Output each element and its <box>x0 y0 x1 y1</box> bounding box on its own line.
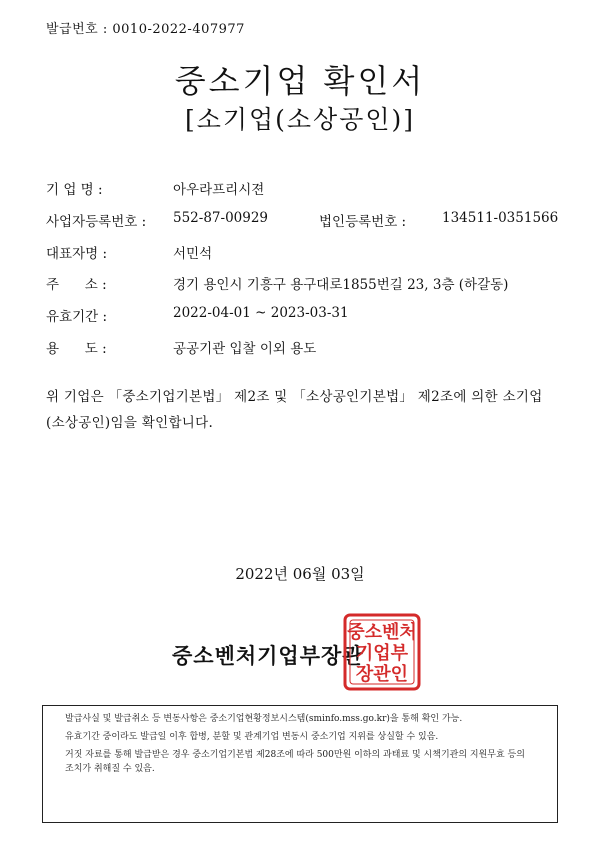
note-item: 거짓 자료를 통해 발급받은 경우 중소기업기본법 제28조에 따라 500만원 이하의 과태료 및 시책기관의 지원무효 등의 조치가 취해질 수 있음. <box>65 750 525 774</box>
document-title: 중소기업 확인서 <box>174 62 426 100</box>
field-label: 사업자등록번호 : <box>46 214 147 230</box>
field-label: 대표자명 : <box>46 246 108 262</box>
field-value: 2022-04-01 ~ 2023-03-31 <box>173 305 349 321</box>
svg-text:기업부: 기업부 <box>355 643 409 664</box>
note-item: 유효기간 중이라도 발급일 이후 합병, 분할 및 관계기업 변동시 중소기업 지위를 상실할 수 있음. <box>65 732 439 742</box>
field-value: 공공기관 입찰 이외 용도 <box>173 341 317 357</box>
issue-number: 발급번호 : 0010-2022-407977 <box>46 22 245 37</box>
official-seal-icon <box>342 612 422 692</box>
svg-text:중소벤처: 중소벤처 <box>347 622 417 643</box>
field-label-corp-reg: 법인등록번호 : <box>319 214 407 230</box>
field-value: 경기 용인시 기흥구 용구대로1855번길 23, 3층 (하갈동) <box>173 277 509 293</box>
field-value: 서민석 <box>173 246 213 262</box>
field-value: 552-87-00929 <box>173 210 269 226</box>
field-label: 용 도 : <box>46 341 107 357</box>
field-label: 주 소 : <box>46 277 107 293</box>
svg-text:장관인: 장관인 <box>355 664 409 685</box>
note-item: 발급사실 및 발급취소 등 변동사항은 중소기업현황정보시스템(sminfo.mss.go.kr)을 통해 확인 가능. <box>65 714 463 724</box>
document-subtitle: [소기업(소상공인)] <box>184 105 416 134</box>
issue-date: 2022년 06월 03일 <box>235 565 365 583</box>
field-label: 기 업 명 : <box>46 182 103 198</box>
field-value: 아우라프리시젼 <box>173 182 265 198</box>
field-label: 유효기간 : <box>46 309 108 325</box>
confirmation-statement: 위 기업은 「중소기업기본법」 제2조 및 「소상공인기본법」 제2조에 의한 소기업(소상공인)임을 확인합니다. <box>46 389 543 431</box>
notes-box <box>42 705 558 823</box>
issuer-name: 중소벤처기업부장관 <box>172 644 364 668</box>
field-value-corp-reg: 134511-0351566 <box>442 210 559 226</box>
